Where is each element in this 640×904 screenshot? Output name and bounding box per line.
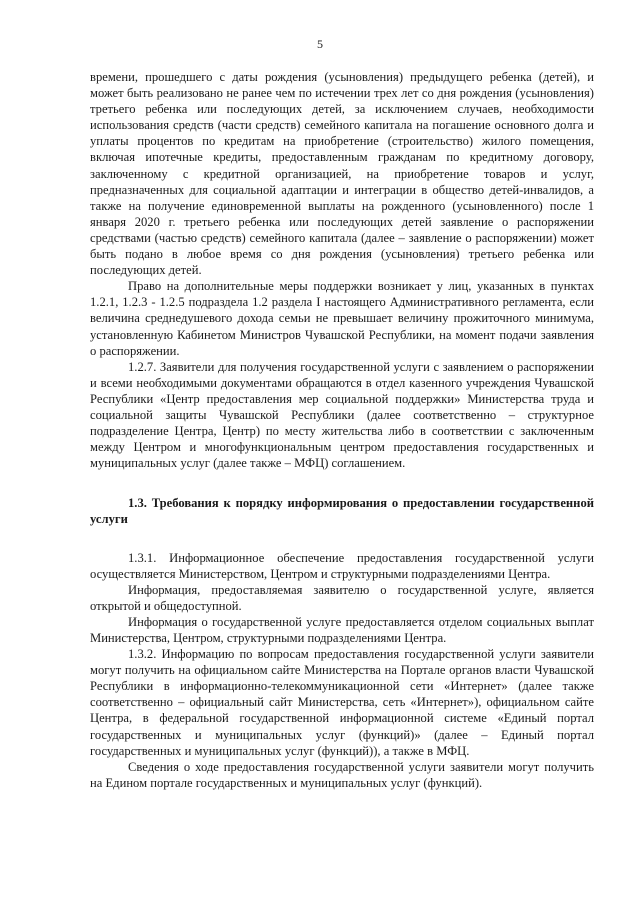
- document-body: [90, 69, 594, 791]
- paragraph-progress-info: Сведения о ходе предоставления государственной услуги заявители могут получить на Едином портале государственных и муниципальных услуг (функций).: [90, 759, 594, 790]
- paragraph-continuation: времени, прошедшего с даты рождения (усыновления) предыдущего ребенка (детей), и может быть реализовано не ранее чем по истечении трех лет со дня рождения (усыновления) третьего ребенка или последующих детей, за исключением случаев, необходимости использования средств (части средств) семейного капитала на погашение основного долга и уплаты процентов по кредитам на приобретение (строительство) жилого помещения, включая ипотечные кредиты, предоставленным гражданам по кредитному договору, заключенному с кредитной организацией, на приобретение товаров и услуг, предназначенных для социальной адаптации и интеграции в общество детей-инвалидов, а также на получение единовременной выплаты на рожденного (усыновленного) после 1 января 2020 г. третьего ребенка или последующих детей заявление о распоряжении средствами (частью средств) семейного капитала (далее – заявление о распоряжении) может быть подано в любое время со дня рождения (усыновления) третьего ребенка или последующих детей.: [90, 70, 594, 278]
- paragraph-1-2-7: 1.2.7. Заявители для получения государственной услуги с заявлением о распоряжении и всеми необходимыми документами обращаются в отдел казенного учреждения Чувашской Республики «Центр предоставления мер социальной поддержки» Министерства труда и социальной защиты Чувашской Республики (далее соответственно – структурное подразделение Центра, Центр) по месту жительства либо в соответствии с заключенным между Центром и многофункциональным центром предоставления государственных и муниципальных услуг (далее также – МФЦ) соглашением.: [90, 359, 594, 471]
- paragraph-info-provided-by: Информация о государственной услуге предоставляется отделом социальных выплат Министерства, Центром, структурными подразделениями Центра.: [90, 614, 594, 645]
- section-heading-1-3: 1.3. Требования к порядку информирования о предоставлении государственной услуги: [90, 496, 594, 527]
- paragraph-1-3-2: 1.3.2. Информацию по вопросам предоставления государственной услуги заявители могут получить на официальном сайте Министерства на Портале органов власти Чувашской Республики в информационно-телекоммуникационной сети «Интернет» (далее также соответственно – официальный сайт Министерства, сеть «Интернет»), официальном сайте Центра, в федеральной государственной информационной системе «Единый портал государственных и муниципальных услуг (функций)» (далее – Единый портал государственных и муниципальных услуг (функций)), а также в МФЦ.: [90, 647, 594, 758]
- paragraph-info-open: Информация, предоставляемая заявителю о государственной услуге, является открытой и общедоступной.: [90, 582, 594, 613]
- page-number: 5: [317, 37, 323, 51]
- paragraph-1-3-1: 1.3.1. Информационное обеспечение предоставления государственной услуги осуществляется Министерством, Центром и структурными подразделениями Центра.: [90, 550, 594, 581]
- paragraph-additional-support: Право на дополнительные меры поддержки возникает у лиц, указанных в пунктах 1.2.1, 1.2.3 - 1.2.5 подраздела 1.2 раздела I настоящего Административного регламента, если величина среднедушевого дохода семьи не превышает величину прожиточного минимума, установленную Кабинетом Министров Чувашской Республики, на момент подачи заявления о распоряжении.: [90, 279, 594, 358]
